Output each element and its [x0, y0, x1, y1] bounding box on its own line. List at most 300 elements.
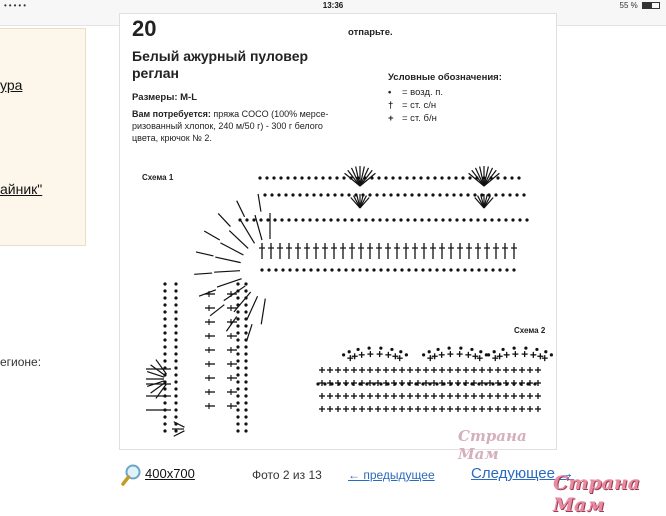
chain-stitch	[442, 268, 445, 271]
corner-stitch	[210, 305, 224, 316]
chain-stitch	[312, 193, 315, 196]
chain-stitch	[351, 268, 354, 271]
chain-stitch	[244, 401, 247, 404]
chain-stitch	[265, 176, 268, 179]
materials-label: Вам потребуется:	[132, 109, 211, 119]
chain-stitch	[236, 303, 239, 306]
chain-stitch	[329, 218, 332, 221]
chain-stitch	[393, 268, 396, 271]
chain-stitch	[412, 176, 415, 179]
chain-stitch	[496, 176, 499, 179]
chain-stitch	[389, 193, 392, 196]
chain-stitch	[419, 176, 422, 179]
chain-stitch	[263, 193, 266, 196]
chain-stitch	[524, 347, 527, 350]
corner-stitch	[241, 221, 254, 243]
chain-stitch	[236, 373, 239, 376]
chain-stitch	[316, 268, 319, 271]
magnifier-icon[interactable]	[121, 464, 141, 486]
chain-stitch	[236, 331, 239, 334]
scheme-title-line-1: Белый ажурный пуловер	[132, 48, 309, 64]
chain-stitch	[510, 176, 513, 179]
chain-stitch	[244, 324, 247, 327]
chain-stitch	[319, 193, 322, 196]
legend-item-text: = ст. с/н	[402, 100, 437, 111]
chain-stitch	[448, 218, 451, 221]
chain-stitch	[463, 268, 466, 271]
corner-stitch	[218, 213, 230, 226]
chain-stitch	[244, 422, 247, 425]
chain-stitch	[385, 218, 388, 221]
chain-stitch	[466, 193, 469, 196]
scheme-title	[132, 48, 308, 82]
corner-stitch	[196, 252, 214, 256]
chain-stitch	[335, 176, 338, 179]
legend-item-text: = ст. б/н	[402, 113, 437, 124]
chain-stitch	[356, 348, 359, 351]
chain-stitch	[440, 176, 443, 179]
chain-stitch	[236, 415, 239, 418]
chain-stitch	[174, 387, 177, 390]
chain-stitch	[163, 296, 166, 299]
chain-stitch	[511, 218, 514, 221]
chain-stitch	[244, 345, 247, 348]
previous-link[interactable]: ← предыдущее	[348, 468, 435, 482]
chain-stitch	[459, 347, 462, 350]
chain-stitch	[431, 193, 434, 196]
chain-stitch	[398, 176, 401, 179]
corner-stitch	[247, 296, 258, 320]
chain-stitch	[277, 193, 280, 196]
chain-stitch	[294, 218, 297, 221]
chain-stitch	[413, 218, 416, 221]
corner-stitch	[224, 286, 245, 301]
chain-stitch	[280, 218, 283, 221]
crochet-scheme-image[interactable]	[119, 13, 557, 463]
chain-stitch	[445, 193, 448, 196]
chain-stitch	[174, 429, 177, 432]
chain-stitch	[470, 348, 473, 351]
chain-stitch	[473, 193, 476, 196]
materials-line-3: цвета, крючок № 2.	[132, 133, 212, 143]
chain-stitch	[348, 350, 351, 353]
chain-stitch	[326, 193, 329, 196]
chain-stitch	[244, 373, 247, 376]
chain-stitch	[174, 415, 177, 418]
chain-stitch	[476, 218, 479, 221]
chain-stitch	[382, 193, 385, 196]
chain-stitch	[517, 176, 520, 179]
chain-stitch	[174, 408, 177, 411]
chain-stitch	[386, 268, 389, 271]
corner-stitch	[220, 243, 243, 255]
chain-stitch	[236, 408, 239, 411]
chain-stitch	[469, 218, 472, 221]
sidebar-link-1[interactable]: ура	[0, 77, 23, 93]
chain-stitch	[236, 394, 239, 397]
chain-stitch	[426, 176, 429, 179]
legend-item	[388, 112, 502, 125]
chain-stitch	[350, 218, 353, 221]
chain-stitch	[347, 193, 350, 196]
chain-stitch	[244, 380, 247, 383]
chain-stitch	[174, 331, 177, 334]
chain-stitch	[174, 282, 177, 285]
chain-stitch	[308, 218, 311, 221]
chain-stitch	[163, 352, 166, 355]
battery-status	[620, 1, 660, 10]
scheme-2-caption: Схема 2	[514, 326, 546, 335]
chain-stitch	[163, 324, 166, 327]
chain-stitch	[236, 359, 239, 362]
scheme-materials	[132, 108, 392, 144]
corner-stitch	[214, 271, 240, 272]
legend-item	[388, 86, 502, 99]
clock: 13:36	[322, 1, 344, 10]
chain-stitch	[323, 268, 326, 271]
chain-stitch	[236, 352, 239, 355]
chain-stitch	[236, 324, 239, 327]
chain-stitch	[452, 193, 455, 196]
legend-item	[388, 99, 502, 112]
chain-stitch	[174, 394, 177, 397]
chain-stitch	[286, 176, 289, 179]
chain-stitch	[174, 303, 177, 306]
chain-stitch	[252, 218, 255, 221]
chain-stitch	[371, 218, 374, 221]
chain-stitch	[273, 218, 276, 221]
chain-stitch	[454, 176, 457, 179]
chain-stitch	[428, 350, 431, 353]
sidebar-text: егионе:	[0, 355, 42, 369]
chain-stitch	[244, 303, 247, 306]
chain-stitch	[244, 408, 247, 411]
chain-stitch	[259, 218, 262, 221]
chain-stitch	[391, 176, 394, 179]
chain-stitch	[236, 387, 239, 390]
chain-stitch	[163, 359, 166, 362]
chain-stitch	[174, 289, 177, 292]
chain-stitch	[427, 218, 430, 221]
chain-stitch	[314, 176, 317, 179]
chain-stitch	[498, 268, 501, 271]
chain-stitch	[343, 218, 346, 221]
chain-stitch	[174, 324, 177, 327]
chain-stitch	[379, 347, 382, 350]
chain-stitch	[434, 218, 437, 221]
chain-stitch	[236, 345, 239, 348]
chain-stitch	[447, 176, 450, 179]
chain-stitch	[337, 268, 340, 271]
chain-stitch	[287, 218, 290, 221]
chain-stitch	[461, 176, 464, 179]
chain-stitch	[455, 218, 458, 221]
chain-stitch	[315, 218, 318, 221]
chain-stitch	[236, 282, 239, 285]
scheme-title-line-2: реглан	[132, 65, 179, 81]
chain-stitch	[322, 218, 325, 221]
chain-stitch	[433, 176, 436, 179]
chain-stitch	[414, 268, 417, 271]
chain-stitch	[392, 218, 395, 221]
chain-stitch	[342, 176, 345, 179]
scheme-1-caption: Схема 1	[142, 173, 174, 182]
next-link[interactable]: Следующее →	[471, 465, 575, 482]
legend-title: Условные обозначения:	[388, 72, 502, 83]
chain-stitch	[244, 366, 247, 369]
chain-stitch	[490, 218, 493, 221]
corner-stitch	[229, 231, 248, 249]
chain-stitch	[301, 218, 304, 221]
chain-stitch	[244, 415, 247, 418]
chain-stitch	[163, 310, 166, 313]
scheme-top-text: отпарьте.	[348, 27, 393, 38]
chain-stitch	[328, 176, 331, 179]
chain-stitch	[436, 348, 439, 351]
chain-stitch	[163, 422, 166, 425]
corner-stitch	[194, 273, 212, 274]
chain-stitch	[396, 193, 399, 196]
chain-stitch	[174, 345, 177, 348]
chain-stitch	[174, 317, 177, 320]
chain-stitch	[368, 193, 371, 196]
chain-stitch	[525, 218, 528, 221]
chain-stitch	[266, 218, 269, 221]
chain-stitch	[236, 289, 239, 292]
chain-stitch	[468, 176, 471, 179]
chain-stitch	[163, 415, 166, 418]
chain-stitch	[479, 350, 482, 353]
chain-stitch	[358, 268, 361, 271]
chain-stitch	[470, 268, 473, 271]
chain-stitch	[372, 268, 375, 271]
chain-stitch	[424, 193, 427, 196]
chain-stitch	[340, 193, 343, 196]
chain-stitch	[174, 366, 177, 369]
chain-stitch	[174, 373, 177, 376]
chain-stitch	[267, 268, 270, 271]
corner-stitch	[258, 194, 261, 212]
chain-stitch	[497, 218, 500, 221]
chain-stitch	[420, 218, 423, 221]
chain-stitch	[410, 193, 413, 196]
chain-stitch	[236, 422, 239, 425]
chain-stitch	[270, 193, 273, 196]
chain-stitch	[399, 218, 402, 221]
corner-stitch	[234, 292, 251, 312]
photo-counter: Фото 2 из 13	[252, 468, 322, 482]
chain-stitch	[174, 401, 177, 404]
chain-stitch	[483, 218, 486, 221]
corner-stitch	[199, 290, 216, 296]
chain-stitch	[244, 359, 247, 362]
chain-stitch	[400, 268, 403, 271]
chain-stitch	[513, 347, 516, 350]
chain-stitch	[365, 268, 368, 271]
chain-stitch	[459, 193, 462, 196]
chain-stitch	[245, 218, 248, 221]
chain-stitch	[344, 268, 347, 271]
chain-stitch	[503, 176, 506, 179]
chain-stitch	[309, 268, 312, 271]
chain-stitch	[236, 338, 239, 341]
materials-line-2: ризованный хлопок, 240 м/50 г) - 300 г белого	[132, 121, 323, 131]
corner-stitch	[204, 231, 220, 240]
chain-stitch	[174, 296, 177, 299]
chain-stitch	[274, 268, 277, 271]
chain-stitch	[508, 193, 511, 196]
chain-stitch	[330, 268, 333, 271]
chain-stitch	[163, 282, 166, 285]
chain-stitch	[377, 176, 380, 179]
chain-stitch	[295, 268, 298, 271]
chain-stitch	[544, 350, 547, 353]
chain-stitch	[364, 218, 367, 221]
single-crochet-symbol: +	[388, 113, 394, 124]
chain-stitch	[244, 331, 247, 334]
sidebar-link-2[interactable]: айник"	[0, 181, 43, 197]
chain-stitch	[550, 353, 553, 356]
chain-stitch	[336, 218, 339, 221]
chain-stitch	[260, 268, 263, 271]
chain-stitch	[522, 193, 525, 196]
chain-stitch	[384, 176, 387, 179]
chain-stitch	[293, 176, 296, 179]
chain-stitch	[493, 350, 496, 353]
battery-percent: 55 %	[619, 1, 638, 10]
chain-stitch	[258, 176, 261, 179]
chain-stitch	[491, 268, 494, 271]
chain-stitch	[244, 296, 247, 299]
chain-stitch	[298, 193, 301, 196]
chain-stitch	[487, 353, 490, 356]
chain-stitch	[449, 268, 452, 271]
chain-stitch	[494, 193, 497, 196]
chain-stitch	[163, 345, 166, 348]
chain-stitch	[236, 401, 239, 404]
chain-stitch	[428, 268, 431, 271]
chain-stitch	[501, 193, 504, 196]
scheme-number: 20	[132, 16, 157, 41]
chain-stitch	[462, 218, 465, 221]
chain-stitch	[163, 338, 166, 341]
chain-stitch	[244, 338, 247, 341]
chain-stitch	[438, 193, 441, 196]
corner-stitch	[261, 299, 265, 325]
battery-fill	[643, 3, 652, 8]
chain-stitch	[163, 289, 166, 292]
chain-stitch	[244, 429, 247, 432]
chain-stitch	[236, 380, 239, 383]
chain-stitch	[515, 193, 518, 196]
chain-stitch	[390, 348, 393, 351]
chain-stitch	[505, 268, 508, 271]
chain-stitch	[357, 218, 360, 221]
chain-stitch	[284, 193, 287, 196]
corner-stitch	[237, 201, 245, 217]
chain-stitch	[417, 193, 420, 196]
chain-stitch	[305, 193, 308, 196]
chain-stitch	[236, 317, 239, 320]
chain-stitch	[399, 350, 402, 353]
chain-stitch	[535, 348, 538, 351]
page-watermark: Страна Мам	[553, 472, 640, 516]
chain-stitch-symbol: •	[388, 87, 392, 98]
chain-stitch	[163, 303, 166, 306]
signal-indicator: •••••	[4, 1, 29, 10]
chain-stitch	[163, 331, 166, 334]
chain-stitch	[441, 218, 444, 221]
chain-stitch	[281, 268, 284, 271]
double-crochet-symbol: †	[388, 100, 394, 111]
chain-stitch	[379, 268, 382, 271]
chain-stitch	[302, 268, 305, 271]
chain-stitch	[163, 401, 166, 404]
chain-stitch	[174, 310, 177, 313]
corner-stitch	[215, 257, 240, 263]
chain-stitch	[403, 193, 406, 196]
chain-stitch	[288, 268, 291, 271]
chain-stitch	[378, 218, 381, 221]
legend-item-text: = возд. п.	[402, 87, 444, 98]
full-size-link[interactable]: 400x700	[145, 466, 195, 481]
chain-stitch	[163, 317, 166, 320]
chain-stitch	[504, 218, 507, 221]
chain-stitch	[244, 282, 247, 285]
chain-stitch	[477, 268, 480, 271]
chain-stitch	[272, 176, 275, 179]
chain-stitch	[484, 268, 487, 271]
chain-stitch	[435, 268, 438, 271]
scheme-sizes: Размеры: M-L	[132, 92, 198, 103]
chain-stitch	[307, 176, 310, 179]
chain-stitch	[174, 352, 177, 355]
chain-stitch	[421, 268, 424, 271]
chain-stitch	[174, 380, 177, 383]
chain-stitch	[512, 268, 515, 271]
chain-stitch	[174, 338, 177, 341]
chain-stitch	[236, 366, 239, 369]
sidebar-card	[0, 28, 86, 246]
chain-stitch	[291, 193, 294, 196]
chain-stitch	[501, 348, 504, 351]
chain-stitch	[236, 296, 239, 299]
chain-stitch	[406, 218, 409, 221]
chain-stitch	[244, 310, 247, 313]
chain-stitch	[174, 359, 177, 362]
chain-stitch	[236, 310, 239, 313]
chain-stitch	[244, 289, 247, 292]
chain-stitch	[407, 268, 410, 271]
chain-stitch	[244, 317, 247, 320]
chain-stitch	[279, 176, 282, 179]
chain-stitch	[342, 353, 345, 356]
chain-stitch	[375, 193, 378, 196]
chain-stitch	[236, 429, 239, 432]
chain-stitch	[422, 353, 425, 356]
chain-stitch	[300, 176, 303, 179]
chain-stitch	[321, 176, 324, 179]
chain-stitch	[405, 353, 408, 356]
materials-line-1: пряжа COCO (100% мерсе-	[210, 109, 329, 119]
chain-stitch	[448, 347, 451, 350]
battery-icon	[642, 2, 660, 9]
chain-stitch	[518, 218, 521, 221]
chain-stitch	[244, 352, 247, 355]
chain-stitch	[244, 394, 247, 397]
chain-stitch	[244, 387, 247, 390]
chain-stitch	[368, 347, 371, 350]
